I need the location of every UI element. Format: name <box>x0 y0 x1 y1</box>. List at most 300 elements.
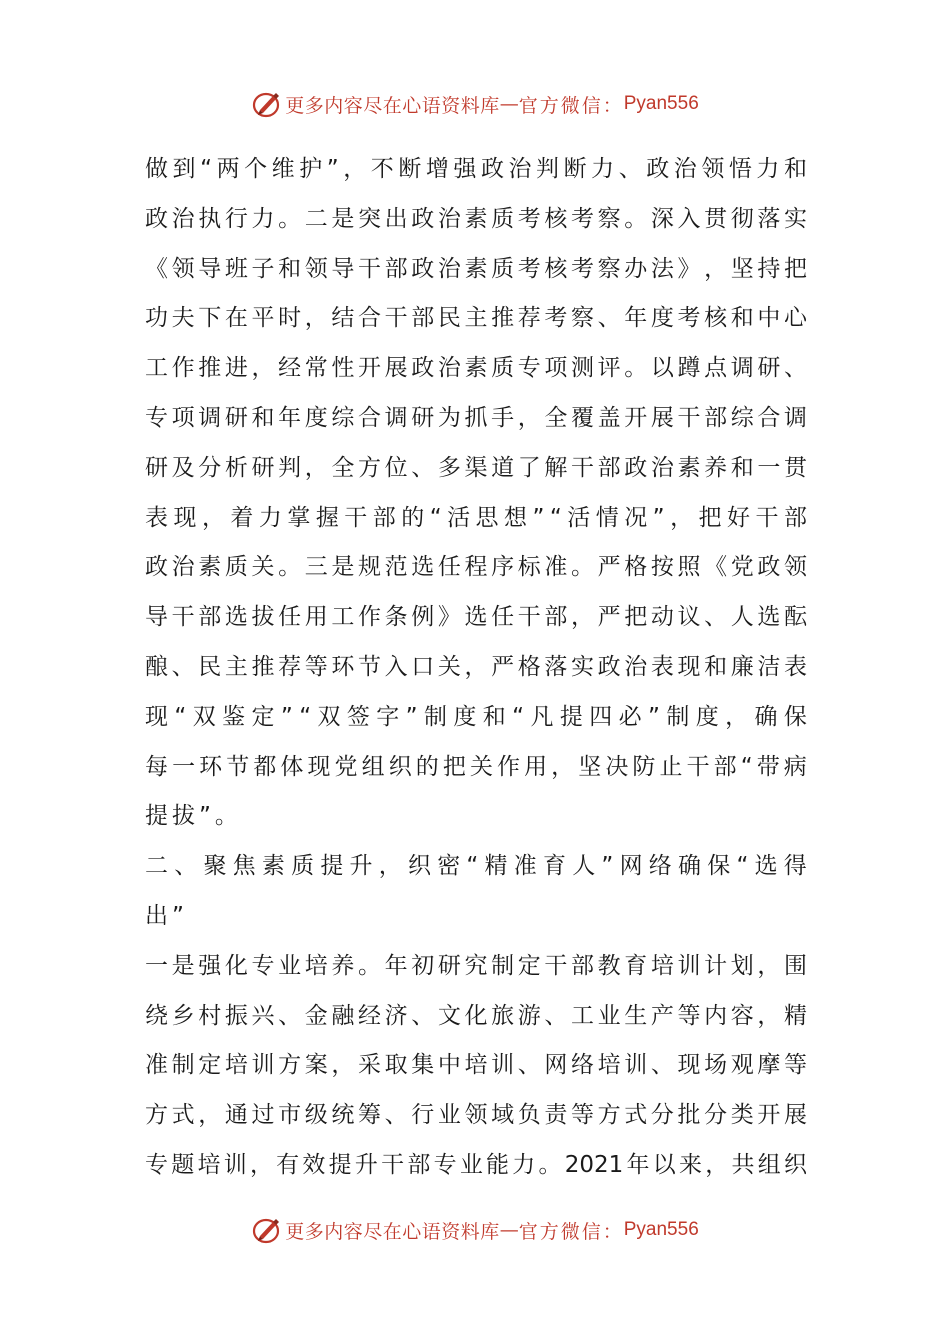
text-glyph: 一 <box>145 952 168 979</box>
text-glyph: 项 <box>544 355 568 382</box>
text-glyph: 选 <box>411 554 435 581</box>
text-glyph: 行 <box>411 1102 435 1129</box>
text-glyph: 培 <box>197 1151 221 1178</box>
text-glyph: 年 <box>384 952 408 979</box>
text-glyph: 考 <box>571 205 594 232</box>
text-line <box>145 394 807 444</box>
text-glyph: 作 <box>358 604 381 631</box>
text-glyph: 干 <box>544 952 568 979</box>
text-glyph: 防 <box>632 753 656 780</box>
text-glyph: 现 <box>677 1052 701 1079</box>
text-glyph: 。 <box>624 205 648 232</box>
text-glyph: 部 <box>372 504 396 531</box>
text-glyph: 关 <box>469 753 493 780</box>
text-glyph: 导 <box>145 604 168 631</box>
text-glyph: 训 <box>223 1151 247 1178</box>
text-glyph: 执 <box>198 205 222 232</box>
text-glyph: 及 <box>171 454 195 481</box>
text-glyph: 、 <box>618 156 642 182</box>
text-glyph: 强 <box>198 952 222 979</box>
text-glyph: 部 <box>198 604 222 631</box>
text-glyph: 想 <box>504 504 528 531</box>
text-glyph: 实 <box>784 205 807 232</box>
text-glyph: 节 <box>226 753 250 780</box>
text-glyph: 班 <box>224 255 248 282</box>
text-line <box>145 1041 807 1091</box>
text-glyph: 干 <box>381 1151 405 1178</box>
text-glyph: 化 <box>464 1002 488 1029</box>
text-glyph: 经 <box>358 1002 381 1029</box>
text-glyph: 范 <box>384 554 408 581</box>
text-glyph: 究 <box>464 952 488 979</box>
text-glyph: 析 <box>224 454 248 481</box>
text-glyph: ， <box>757 1002 781 1029</box>
text-glyph: 等 <box>304 653 328 680</box>
text-glyph: 一 <box>757 454 781 481</box>
text-glyph: ， <box>343 156 367 182</box>
text-glyph: 、 <box>650 1052 674 1079</box>
text-glyph: 度 <box>650 305 674 332</box>
text-glyph: ， <box>251 355 275 382</box>
text-glyph: 考 <box>517 255 541 282</box>
text-glyph: 签 <box>346 703 370 730</box>
text-glyph: 业 <box>278 952 302 979</box>
text-glyph: 一 <box>172 753 196 780</box>
text-glyph: 领 <box>464 1102 488 1129</box>
text-glyph: 等 <box>677 1002 701 1029</box>
text-glyph: 部 <box>384 255 408 282</box>
text-line <box>145 145 807 195</box>
text-glyph: 洁 <box>757 653 781 680</box>
text-glyph: 活 <box>447 504 471 531</box>
text-glyph: ， <box>571 604 594 631</box>
text-glyph: ” <box>172 902 188 929</box>
text-glyph: 分 <box>704 1102 728 1129</box>
text-glyph: 条 <box>384 604 408 631</box>
text-glyph: 部 <box>407 1151 431 1178</box>
text-glyph: 落 <box>544 653 568 680</box>
text-glyph: 平 <box>251 305 275 332</box>
text-glyph: 展 <box>650 404 674 431</box>
text-glyph: 强 <box>453 156 477 182</box>
text-glyph: 必 <box>618 703 642 730</box>
text-glyph: 育 <box>624 952 648 979</box>
text-line <box>145 344 807 394</box>
text-glyph: ” <box>652 504 665 531</box>
text-glyph: ， <box>201 504 225 531</box>
text-glyph: 导 <box>198 255 222 282</box>
text-glyph: 》 <box>677 255 701 282</box>
text-glyph: 规 <box>358 554 381 581</box>
text-glyph: 凡 <box>530 703 554 730</box>
text-glyph: 治 <box>437 255 461 282</box>
text-glyph: 序 <box>491 554 515 581</box>
text-glyph: 织 <box>388 753 412 780</box>
text-glyph: 网 <box>544 1052 568 1079</box>
text-glyph: 增 <box>425 156 449 182</box>
text-glyph: ， <box>757 952 781 979</box>
text-glyph: 选 <box>754 853 778 880</box>
text-glyph: 集 <box>411 1052 435 1079</box>
text-glyph: 力 <box>251 205 275 232</box>
text-glyph: 分 <box>650 1102 674 1129</box>
text-glyph: 度 <box>695 703 719 730</box>
text-glyph: 以 <box>652 1151 676 1178</box>
text-glyph: 法 <box>650 255 674 282</box>
footer-wechat-id: Pyan556 <box>623 1219 699 1240</box>
text-glyph: 时 <box>278 305 302 332</box>
text-glyph: 到 <box>172 156 196 182</box>
text-glyph: 政 <box>411 255 435 282</box>
text-glyph: 中 <box>757 305 781 332</box>
text-glyph: 专 <box>251 952 275 979</box>
text-line <box>145 294 807 344</box>
text-glyph: 部 <box>597 454 621 481</box>
text-glyph: ” <box>199 803 215 830</box>
text-glyph: 功 <box>145 305 168 332</box>
text-glyph: 察 <box>571 305 594 332</box>
text-glyph: 贯 <box>704 205 728 232</box>
text-glyph: ， <box>725 703 749 730</box>
text-line <box>145 942 807 992</box>
text-glyph: ， <box>705 1151 729 1178</box>
text-glyph: 组 <box>757 1151 781 1178</box>
text-glyph: 断 <box>398 156 422 182</box>
text-glyph: 现 <box>145 703 168 730</box>
footer-brand-text: 更多内容尽在心语资料库 <box>285 1220 500 1243</box>
text-glyph: 力 <box>591 156 615 182</box>
text-glyph: 的 <box>415 753 439 780</box>
text-glyph: 年 <box>278 404 302 431</box>
text-glyph: 能 <box>486 1151 510 1178</box>
text-glyph: 力 <box>512 1151 536 1178</box>
text-glyph: 文 <box>437 1002 461 1029</box>
text-glyph: 政 <box>757 554 781 581</box>
text-glyph: 络 <box>648 853 672 880</box>
text-glyph: 推 <box>491 305 515 332</box>
text-glyph: ” <box>648 703 660 730</box>
text-glyph: 和 <box>783 156 807 182</box>
text-glyph: 政 <box>411 205 435 232</box>
text-glyph: 定 <box>517 952 541 979</box>
text-glyph: 展 <box>784 1102 807 1129</box>
text-glyph: 部 <box>544 604 568 631</box>
text-glyph: 游 <box>517 1002 541 1029</box>
text-glyph: 下 <box>198 305 222 332</box>
text-glyph: 素 <box>677 454 701 481</box>
text-glyph: ， <box>198 1102 222 1129</box>
text-glyph: 贯 <box>784 454 807 481</box>
text-glyph: 按 <box>650 554 674 581</box>
text-glyph: 格 <box>624 554 648 581</box>
text-glyph: 力 <box>756 156 780 182</box>
text-glyph: 是 <box>331 554 355 581</box>
text-glyph: 任 <box>491 604 515 631</box>
text-glyph: 口 <box>411 653 435 680</box>
text-glyph: ” <box>405 703 418 730</box>
text-glyph: 划 <box>730 952 754 979</box>
text-glyph: 专 <box>517 355 541 382</box>
text-glyph: 关 <box>251 554 275 581</box>
text-glyph: 年 <box>624 305 648 332</box>
text-glyph: 环 <box>199 753 223 780</box>
text-glyph: 是 <box>171 952 195 979</box>
text-glyph: 计 <box>704 952 728 979</box>
text-glyph: 廉 <box>730 653 754 680</box>
text-glyph: 训 <box>624 1052 648 1079</box>
text-glyph: 采 <box>358 1052 381 1079</box>
text-glyph: 专 <box>145 1151 168 1178</box>
text-glyph: 准 <box>544 554 568 581</box>
header-wechat-label: 官方微信： <box>518 94 624 117</box>
text-glyph: 干 <box>384 305 408 332</box>
text-glyph: 悟 <box>728 156 752 182</box>
text-glyph: 合 <box>358 404 381 431</box>
text-glyph: 化 <box>224 952 248 979</box>
text-glyph: 综 <box>730 404 754 431</box>
text-glyph: 夫 <box>171 305 195 332</box>
text-glyph: 、 <box>411 454 435 481</box>
text-glyph: 民 <box>437 305 461 332</box>
text-glyph: 力 <box>258 504 282 531</box>
text-glyph: 方 <box>597 1102 621 1129</box>
text-glyph: 、 <box>384 1102 408 1129</box>
text-glyph: 等 <box>571 1102 594 1129</box>
text-glyph: 坚 <box>578 753 602 780</box>
text-glyph: ” <box>326 156 339 182</box>
text-glyph: 考 <box>544 305 568 332</box>
text-glyph: 有 <box>276 1151 300 1178</box>
text-glyph: 双 <box>192 703 216 730</box>
text-glyph: 政 <box>145 205 168 232</box>
text-glyph: 干 <box>677 404 701 431</box>
text-glyph: 织 <box>407 853 431 880</box>
text-glyph: 情 <box>595 504 619 531</box>
text-glyph: 领 <box>171 255 195 282</box>
text-glyph: 政 <box>411 355 435 382</box>
text-glyph: 济 <box>384 1002 408 1029</box>
text-glyph: 融 <box>331 1002 355 1029</box>
text-glyph: 现 <box>307 753 331 780</box>
text-glyph: 行 <box>224 205 248 232</box>
text-glyph: 场 <box>704 1052 728 1079</box>
text-glyph: 类 <box>730 1102 754 1129</box>
text-glyph: 展 <box>384 355 408 382</box>
text-glyph: 政 <box>646 156 670 182</box>
text-glyph: “ <box>740 753 753 780</box>
text-glyph: 和 <box>251 404 275 431</box>
text-glyph: 确 <box>754 703 778 730</box>
text-glyph: 责 <box>544 1102 568 1129</box>
text-glyph: 制 <box>666 703 690 730</box>
text-glyph: 干 <box>686 753 710 780</box>
text-glyph: 。 <box>278 205 302 232</box>
text-glyph: 保 <box>783 703 807 730</box>
text-glyph: 。 <box>214 803 242 830</box>
text-glyph: 测 <box>571 355 594 382</box>
text-glyph: “ <box>549 504 562 531</box>
text-glyph: 度 <box>304 404 328 431</box>
text-glyph: 不 <box>370 156 394 182</box>
text-glyph: 取 <box>384 1052 408 1079</box>
text-glyph: 考 <box>571 255 594 282</box>
text-glyph: 出 <box>384 205 408 232</box>
section-heading-line <box>145 892 807 942</box>
text-glyph: 方 <box>358 454 381 481</box>
text-glyph: 心 <box>784 305 807 332</box>
text-glyph: 二 <box>304 205 328 232</box>
text-glyph: ” <box>601 853 614 880</box>
text-glyph: 拔 <box>172 803 199 830</box>
text-line <box>145 693 807 743</box>
text-glyph: 议 <box>677 604 701 631</box>
text-glyph: 评 <box>597 355 621 382</box>
text-glyph: 核 <box>544 205 568 232</box>
text-glyph: “ <box>429 504 442 531</box>
text-glyph: 表 <box>145 504 168 531</box>
header-wechat-id: Pyan556 <box>623 93 699 114</box>
text-glyph: 手 <box>491 404 515 431</box>
text-glyph: 质 <box>491 255 515 282</box>
text-glyph: 推 <box>198 355 222 382</box>
text-glyph: 、 <box>597 305 621 332</box>
text-glyph: 、 <box>278 1002 302 1029</box>
text-glyph: 格 <box>517 653 541 680</box>
text-glyph: 治 <box>437 355 461 382</box>
text-glyph: 养 <box>704 454 728 481</box>
text-glyph: 病 <box>783 753 807 780</box>
text-glyph: 、 <box>517 1052 541 1079</box>
text-glyph: 研 <box>145 454 168 481</box>
text-glyph: 干 <box>517 604 541 631</box>
text-glyph: 位 <box>384 454 408 481</box>
text-glyph: 制 <box>491 952 515 979</box>
pen-logo-icon <box>251 88 283 120</box>
text-glyph: 部 <box>713 753 737 780</box>
text-glyph: 每 <box>145 753 168 780</box>
text-glyph: 表 <box>784 653 807 680</box>
text-glyph: 实 <box>571 653 594 680</box>
text-glyph: “ <box>299 703 312 730</box>
section-heading-line <box>145 842 807 892</box>
text-glyph: ， <box>304 454 328 481</box>
text-glyph: 和 <box>730 305 754 332</box>
text-glyph: 聚 <box>203 853 227 880</box>
text-glyph: 党 <box>334 753 358 780</box>
text-glyph: 研 <box>224 404 248 431</box>
text-glyph: 批 <box>677 1102 701 1129</box>
text-glyph: 得 <box>783 853 807 880</box>
text-glyph: 初 <box>411 952 435 979</box>
text-glyph: 。 <box>538 1151 562 1178</box>
text-glyph: 体 <box>280 753 304 780</box>
text-line <box>145 992 807 1042</box>
text-glyph: 训 <box>251 1052 275 1079</box>
text-glyph: 培 <box>224 1052 248 1079</box>
text-glyph: ， <box>551 753 575 780</box>
text-glyph: 止 <box>659 753 683 780</box>
text-glyph: 域 <box>491 1102 515 1129</box>
text-glyph: 进 <box>224 355 248 382</box>
text-glyph: 二 <box>145 853 168 880</box>
text-glyph: 干 <box>358 255 381 282</box>
text-glyph: 政 <box>597 653 621 680</box>
text-glyph: 调 <box>730 355 754 382</box>
text-glyph: 政 <box>624 454 648 481</box>
text-glyph: ” <box>280 703 293 730</box>
text-glyph: 选 <box>224 604 248 631</box>
text-glyph: 抓 <box>464 404 488 431</box>
text-glyph: 常 <box>304 355 328 382</box>
text-glyph: 把 <box>442 753 466 780</box>
text-glyph: 部 <box>411 305 435 332</box>
text-glyph: 育 <box>542 853 566 880</box>
text-glyph: 落 <box>757 205 781 232</box>
text-glyph: 考 <box>677 305 701 332</box>
text-glyph: 结 <box>331 305 355 332</box>
text-glyph: 、 <box>171 653 195 680</box>
header-dash: — <box>499 93 519 115</box>
text-glyph: 活 <box>567 504 591 531</box>
text-glyph: 质 <box>291 853 315 880</box>
text-glyph: 组 <box>361 753 385 780</box>
document-body <box>145 145 807 1191</box>
text-glyph: 和 <box>730 454 754 481</box>
text-glyph: 和 <box>482 703 506 730</box>
text-line <box>145 494 807 544</box>
text-glyph: 干 <box>171 604 195 631</box>
text-glyph: 兴 <box>251 1002 275 1029</box>
text-glyph: 准 <box>513 853 537 880</box>
text-glyph: 个 <box>244 156 268 182</box>
text-glyph: 坚 <box>730 255 754 282</box>
text-glyph: 现 <box>677 653 701 680</box>
text-glyph: 开 <box>358 355 381 382</box>
text-glyph: “ <box>512 703 525 730</box>
text-glyph: 动 <box>650 604 674 631</box>
text-glyph: 把 <box>784 255 807 282</box>
text-glyph: 解 <box>544 454 568 481</box>
text-glyph: 关 <box>437 653 461 680</box>
text-glyph: 题 <box>171 1151 195 1178</box>
text-glyph: 两 <box>216 156 240 182</box>
text-glyph: 荐 <box>517 305 541 332</box>
text-glyph: ， <box>331 1052 355 1079</box>
text-glyph: 素 <box>464 355 488 382</box>
text-glyph: 质 <box>224 554 248 581</box>
text-glyph: 来 <box>679 1151 702 1178</box>
text-glyph: 精 <box>784 1002 807 1029</box>
text-glyph: 治 <box>508 156 532 182</box>
text-glyph: 中 <box>437 1052 461 1079</box>
text-glyph: 质 <box>491 205 515 232</box>
text-glyph: 鉴 <box>222 703 246 730</box>
text-glyph: 渠 <box>464 454 488 481</box>
text-glyph: 选 <box>464 604 488 631</box>
text-glyph: 提 <box>145 803 172 830</box>
text-glyph: 维 <box>271 156 295 182</box>
text-glyph: 研 <box>251 454 275 481</box>
text-glyph: 况 <box>624 504 648 531</box>
footer-dash: — <box>499 1219 519 1241</box>
text-glyph: “ <box>736 853 749 880</box>
text-glyph: 盖 <box>597 404 621 431</box>
text-glyph: ， <box>249 1151 273 1178</box>
text-glyph: 把 <box>698 504 722 531</box>
text-glyph: 乡 <box>171 1002 195 1029</box>
text-glyph: 酿 <box>145 653 168 680</box>
text-glyph: 决 <box>605 753 629 780</box>
